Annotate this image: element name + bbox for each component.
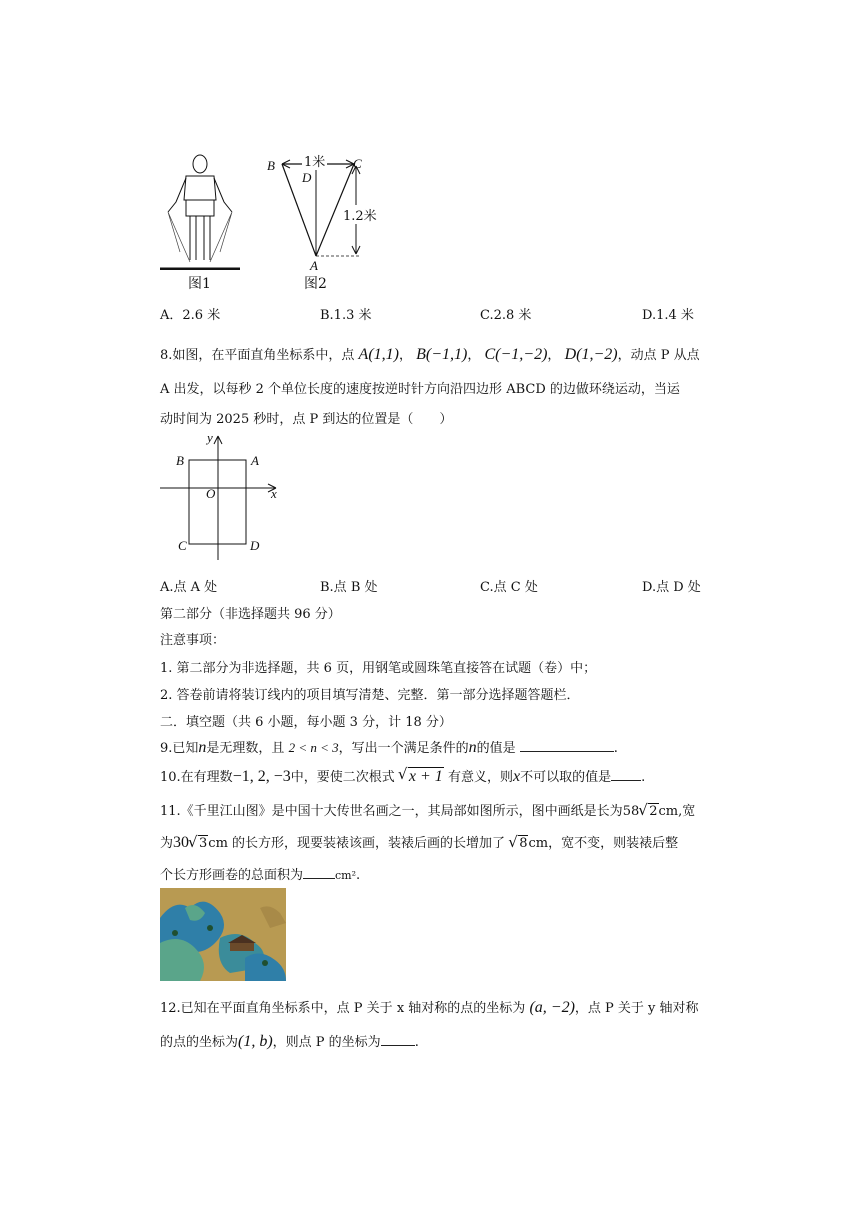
part2-notes-title: 注意事项： <box>160 633 226 648</box>
q10-text-2: 中，要使二次根式 <box>290 770 395 785</box>
q9-inequality: 2 < n < 3 <box>288 740 339 755</box>
q9-answer-blank[interactable] <box>520 739 614 752</box>
q12-line-1 <box>160 997 699 1017</box>
q12-text-3: 的点的坐标为 <box>160 1035 239 1050</box>
q10-period: . <box>641 770 646 785</box>
q8-graph-label-a: A <box>251 453 259 468</box>
q12-text-4: ，则点 P 的坐标为 <box>272 1035 381 1050</box>
q9-var-n-2: n <box>468 739 477 756</box>
q11-length-radicand: 2 <box>649 804 658 819</box>
q10-answer-blank[interactable] <box>611 768 641 781</box>
figure-1-caption: 图1 <box>188 276 211 292</box>
q7-option-d: D.1.4 米 <box>642 308 694 323</box>
q9-text-2: 是无理数，且 <box>206 741 285 756</box>
part2-title: 第二部分（非选择题共 96 分） <box>160 607 341 622</box>
q11-line-1 <box>160 800 695 819</box>
q11-length-coef: 58 <box>622 804 640 819</box>
q8-graph-label-o: O <box>206 486 216 501</box>
q8-graph-label-c: C <box>178 538 187 553</box>
q8-point-c: C(−1,−2) <box>484 346 548 363</box>
q8-option-b: B.点 B 处 <box>320 580 378 595</box>
q12-line-2 <box>160 1031 419 1051</box>
qianli-jiangshan-painting <box>160 888 286 981</box>
part2-note-1: 1. 第二部分为非选择题，共 6 页，用钢笔或圆珠笔直接答在试题（卷）中； <box>160 661 597 676</box>
q11-line-3 <box>160 864 360 883</box>
q12-text-2: ，点 P 关于 y 轴对称 <box>574 1001 699 1016</box>
fig2-label-a: A <box>310 258 318 273</box>
q11-width-coef: 30 <box>173 834 190 851</box>
q12-answer-blank[interactable] <box>381 1033 415 1046</box>
q8-option-c: C.点 C 处 <box>480 580 538 595</box>
q11-length-unit: cm,宽 <box>658 804 696 819</box>
q9-text-3: ，写出一个满足条件的 <box>338 741 469 756</box>
q8-graph-label-b: B <box>176 453 184 468</box>
q8-intro: 8.如图，在平面直角坐标系中，点 <box>160 348 355 363</box>
q8-option-d: D.点 D 处 <box>642 580 701 595</box>
q10-var-x: x <box>512 768 521 785</box>
q11-length-radical <box>639 804 658 819</box>
q11-answer-blank[interactable] <box>303 866 335 879</box>
q11-period: . <box>356 868 361 883</box>
q8-coordinate-graph <box>158 432 283 562</box>
q8-intro-end: ，动点 P 从点 <box>617 348 700 363</box>
q11-text-2: 为 <box>160 836 174 851</box>
q10 <box>160 766 645 786</box>
q8-graph-label-y: y <box>207 430 213 445</box>
fill-in-section-title: 二．填空题（共 6 小题，每小题 3 分，计 18 分） <box>160 715 452 730</box>
q8-point-b: B(−1,1) <box>416 346 468 363</box>
q8-line-3: 动时间为 2025 秒时，点 P 到达的位置是（ ） <box>160 412 453 427</box>
q7-option-b: B.1.3 米 <box>320 308 372 323</box>
q9-text-1: 9.已知 <box>160 741 199 756</box>
q11-text-1: 11.《千里江山图》是中国十大传世名画之一，其局部如图所示，图中画纸是长为 <box>160 804 623 819</box>
q11-text-4: cm，宽不变，则装裱后整 <box>528 836 679 851</box>
q8-point-d: D(1,−2) <box>564 346 618 363</box>
part2-note-2: 2. 答卷前请将装订线内的项目填写清楚、完整．第一部分选择题答题栏． <box>160 688 580 703</box>
q9-period: . <box>613 741 618 756</box>
fig2-label-c: C <box>353 156 362 171</box>
q12-period: . <box>414 1035 419 1050</box>
q12-coord-2: (1, b) <box>238 1033 273 1050</box>
q11-text-5: 个长方形画卷的总面积为 <box>160 868 304 883</box>
q10-text-4: 不可以取的值是 <box>520 770 612 785</box>
q11-width-radicand: 3 <box>199 836 208 851</box>
figure-1-rope-skipper <box>158 152 244 270</box>
fig2-label-b: B <box>267 158 275 173</box>
q11-text-3: cm 的长方形，现要装裱该画，装裱后画的长增加了 <box>208 836 506 851</box>
q10-numbers: −1, 2, −3 <box>232 768 291 785</box>
q7-option-a: A．2.6 米 <box>160 308 221 323</box>
fig2-height-label: 1.2米 <box>343 205 377 224</box>
q10-text-1: 10.在有理数 <box>160 770 233 785</box>
q8-line-2: A 出发，以每秒 2 个单位长度的速度按逆时针方向沿四边形 ABCD 的边做环绕运动，当运 <box>160 382 680 397</box>
q9-var-n: n <box>198 739 207 756</box>
q8-point-a: A(1,1) <box>358 346 399 363</box>
q12-coord-1: (a, −2) <box>529 999 575 1016</box>
q10-radicand: x + 1 <box>408 768 443 785</box>
q11-added-radical <box>509 836 528 851</box>
q8-graph-label-d: D <box>250 538 260 553</box>
fig2-width-label: 1米 <box>302 151 327 170</box>
q9 <box>160 737 618 757</box>
q11-width-radical <box>189 836 208 851</box>
q8-line-1: 8.如图，在平面直角坐标系中，点 A(1,1)， B(−1,1)， C(−1,−2)， D(1,−2)，动点 P 从点 <box>160 346 700 363</box>
q11-unit: cm² <box>335 869 357 882</box>
q10-text-3: 有意义，则 <box>447 770 513 785</box>
q8-graph-label-x: x <box>271 486 277 501</box>
q11-added-radicand: 8 <box>519 836 528 851</box>
q11-line-2 <box>160 832 678 852</box>
figure-2-caption: 图2 <box>304 276 327 292</box>
q8-option-a: A.点 A 处 <box>160 580 218 595</box>
q12-text-1: 12.已知在平面直角坐标系中，点 P 关于 x 轴对称的点的坐标为 <box>160 1001 526 1016</box>
fig2-label-d: D <box>302 170 312 185</box>
q10-radical <box>399 768 444 786</box>
q7-option-c: C.2.8 米 <box>480 308 532 323</box>
q9-text-4: 的值是 <box>476 741 516 756</box>
